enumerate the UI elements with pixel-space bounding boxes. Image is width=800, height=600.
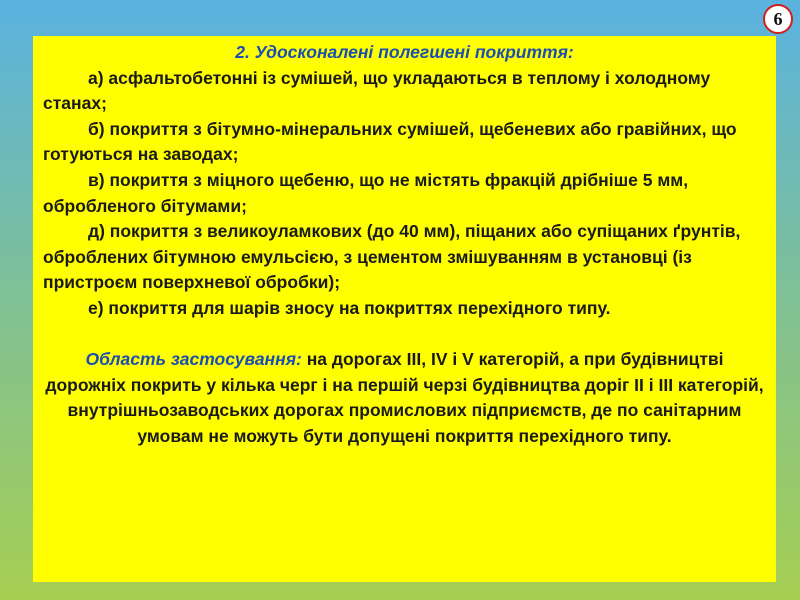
list-item-a: а) асфальтобетонні із сумішей, що укладаються в теплому і холодному станах;	[43, 67, 711, 114]
list-item-v: в) покриття з міцного щебеню, що не містять фракцій дрібніше 5 мм, обробленого бітумами;	[43, 169, 689, 216]
page-number: 6	[773, 8, 783, 29]
list-item-b: б) покриття з бітумно-мінеральних сумішей, щебеневих або гравійних, що готуються на заводах;	[43, 118, 737, 165]
application-scope	[43, 347, 766, 449]
application-scope-label: Область застосування:	[85, 349, 302, 370]
section-heading: 2. Удосконалені полегшені покриття:	[235, 42, 574, 62]
content-box	[33, 36, 776, 582]
application-scope-text: на дорогах ІІІ, IV і V категорій, а при будівництві дорожніх покрить у кілька черг і на першій черзі будівництва доріг II і III категорій, внутрішньозаводських дорогах промислових підприємств, де по санітарним умовам не можуть бути допущені покриття перехідного типу.	[45, 349, 764, 446]
list-item-d: д) покриття з великоуламкових (до 40 мм), піщаних або супіщаних ґрунтів, оброблених бітумною емульсією, з цементом змішуванням в установці (із пристроєм поверхневої обробки);	[43, 221, 741, 293]
paragraph-spacer	[43, 322, 766, 348]
page-number-badge	[763, 4, 793, 34]
list-item-e: е) покриття для шарів зносу на покриттях перехідного типу.	[88, 297, 611, 318]
